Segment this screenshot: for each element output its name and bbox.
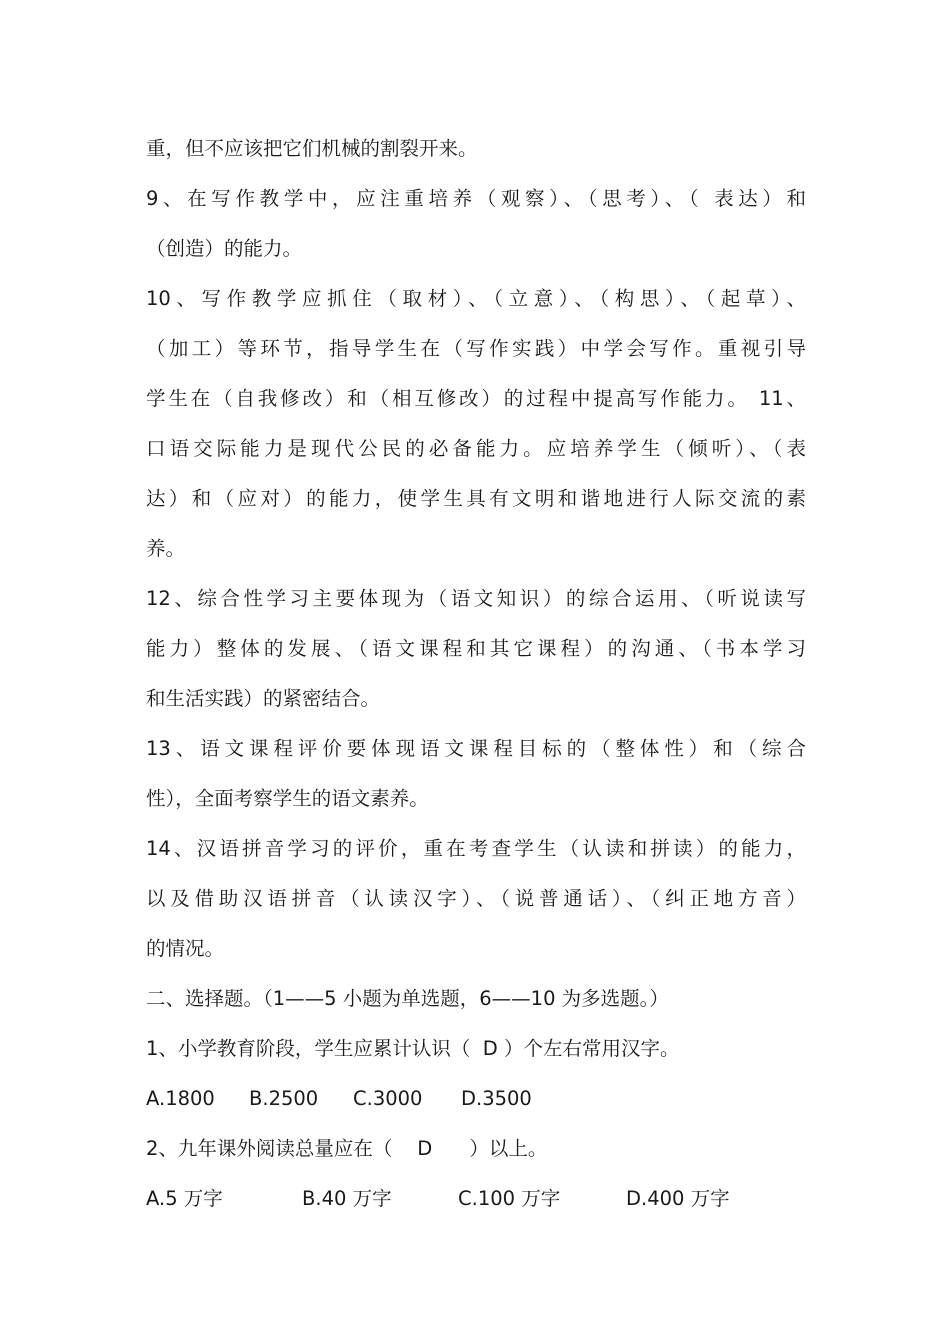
q2-option-a: A.5 万字	[146, 1187, 223, 1210]
q1-option-a: A.1800	[146, 1087, 215, 1110]
text-line-11: 能力）整体的发展、（语文课程和其它课程）的沟通、（书本学习	[146, 637, 806, 660]
text-line-6: 学生在（自我修改）和（相互修改）的过程中提高写作能力。 11、	[146, 387, 806, 410]
text-line-8: 达）和（应对）的能力，使学生具有文明和谐地进行人际交流的素	[146, 487, 806, 510]
text-line-12: 和生活实践）的紧密结合。	[146, 687, 381, 710]
text-line-9: 养。	[146, 537, 186, 560]
q1-option-d: D.3500	[461, 1087, 532, 1110]
question-2: 2、九年课外阅读总量应在（ D ）以上。	[146, 1137, 548, 1160]
text-line-10: 12、综合性学习主要体现为（语文知识）的综合运用、（听说读写	[146, 587, 806, 610]
text-line-13: 13、语文课程评价要体现语文课程目标的（整体性）和（综合	[146, 737, 806, 760]
q1-option-b: B.2500	[249, 1087, 319, 1110]
text-line-3: （创造）的能力。	[146, 237, 303, 260]
text-line-16: 以及借助汉语拼音（认读汉字）、（说普通话）、（纠正地方音）	[146, 887, 806, 910]
text-line-1: 重，但不应该把它们机械的割裂开来。	[146, 137, 478, 160]
text-line-17: 的情况。	[146, 937, 225, 960]
q2-option-d: D.400 万字	[626, 1187, 730, 1210]
text-line-2: 9、在写作教学中，应注重培养（观察）、（思考）、（ 表达）和	[146, 187, 806, 210]
text-line-4: 10、写作教学应抓住（取材）、（立意）、（构思）、（起草）、	[146, 287, 806, 310]
question-1: 1、小学教育阶段，学生应累计认识（ D ）个左右常用汉字。	[146, 1037, 680, 1060]
question-2-options	[146, 1174, 806, 1224]
text-line-15: 14、汉语拼音学习的评价，重在考查学生（认读和拼读）的能力，	[146, 837, 806, 860]
text-line-14: 性），全面考察学生的语文素养。	[146, 787, 429, 810]
question-1-options	[146, 1074, 806, 1124]
q2-option-c: C.100 万字	[458, 1187, 561, 1210]
q2-option-b: B.40 万字	[302, 1187, 392, 1210]
document-page	[146, 124, 806, 1224]
q1-option-c: C.3000	[353, 1087, 423, 1110]
text-line-5: （加工）等环节，指导学生在（写作实践）中学会写作。重视引导	[146, 337, 806, 360]
section-heading-multiple-choice: 二、选择题。（1——5 小题为单选题，6——10 为多选题。）	[146, 987, 669, 1010]
text-line-7: 口语交际能力是现代公民的必备能力。应培养学生（倾听）、（表	[146, 437, 806, 460]
